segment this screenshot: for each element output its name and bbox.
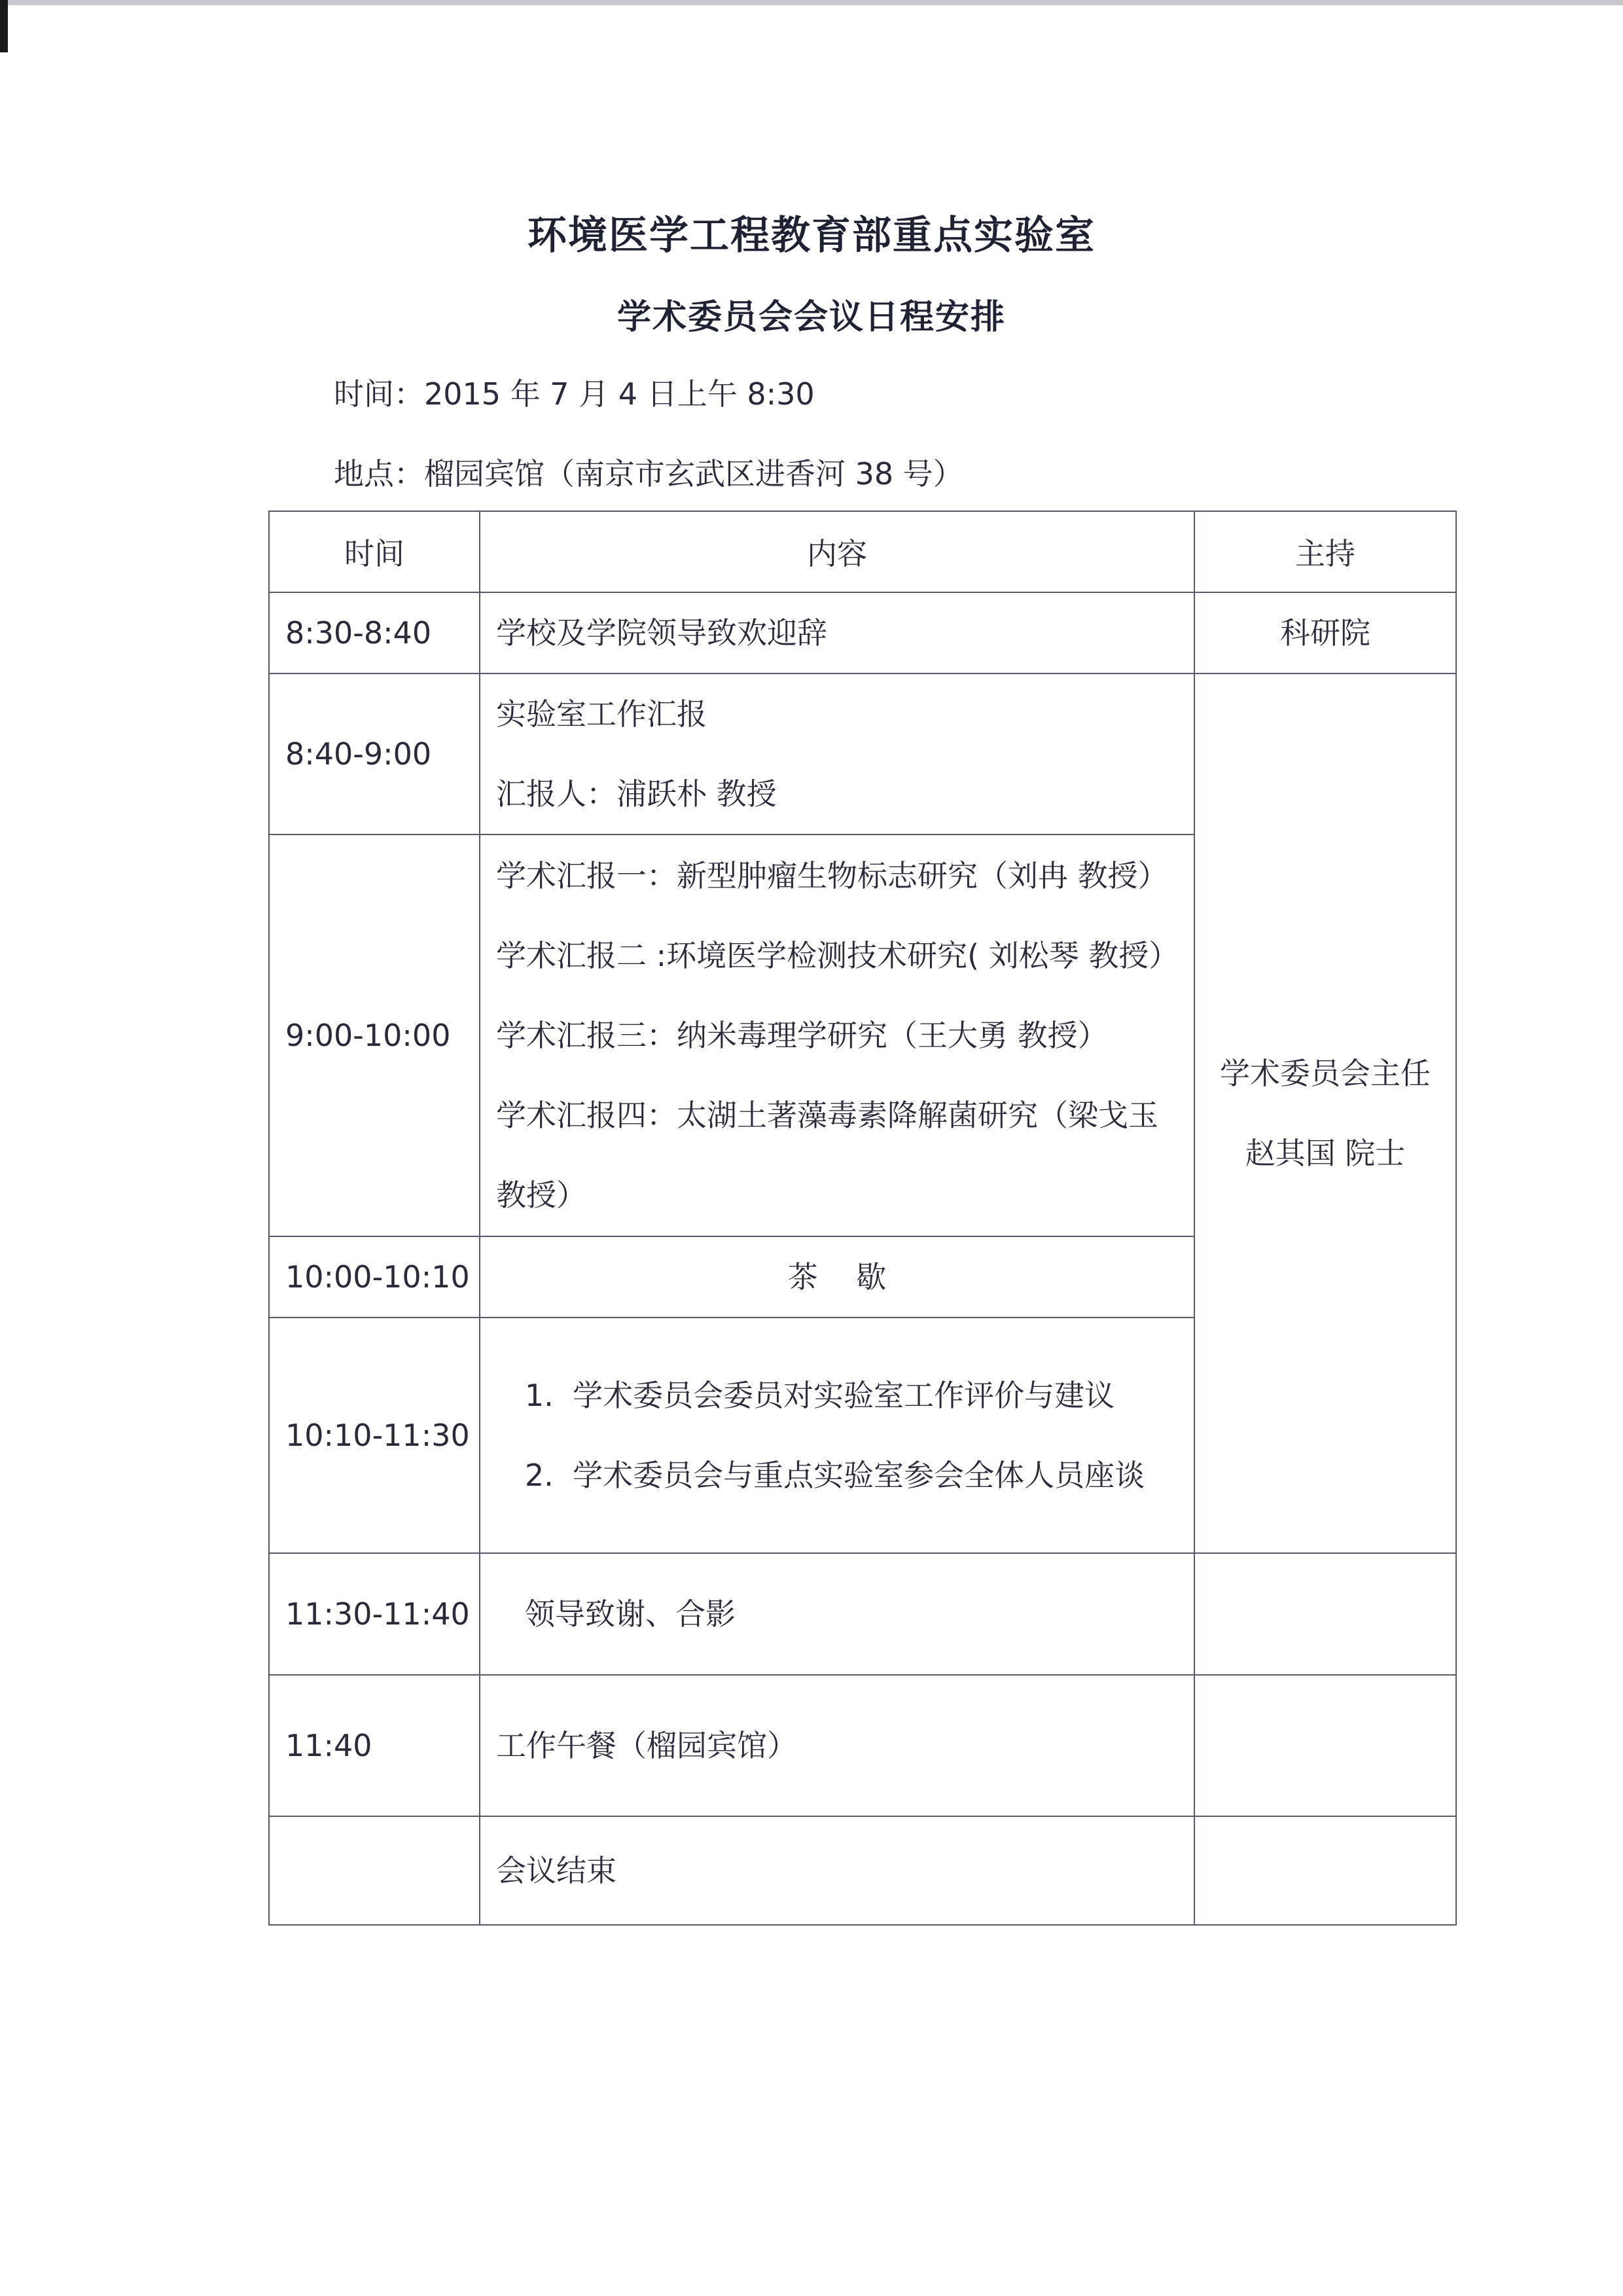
schedule-table	[268, 511, 1457, 1926]
row-content	[480, 1553, 1194, 1675]
document-subtitle: 学术委员会会议日程安排	[616, 298, 1006, 337]
row-time: 8:40-9:00	[269, 673, 480, 834]
host-line: 科研院	[1280, 615, 1370, 651]
document-title: 环境医学工程教育部重点实验室	[527, 213, 1096, 259]
header-content: 内容	[480, 511, 1194, 592]
row-content	[480, 1816, 1194, 1925]
scan-edge-mark	[0, 0, 8, 52]
scan-edge-top	[0, 0, 1623, 5]
meeting-time: 时间：2015 年 7 月 4 日上午 8:30	[334, 376, 815, 412]
header-host: 主持	[1194, 511, 1456, 592]
row-host	[1194, 592, 1456, 673]
content-line: 2. 学术委员会与重点实验室参会全体人员座谈	[525, 1458, 1145, 1493]
table-header-row	[269, 511, 1456, 592]
table-row	[269, 1553, 1456, 1675]
table-row	[269, 592, 1456, 673]
content-line: 学术汇报三：纳米毒理学研究（王大勇 教授）	[496, 1018, 1108, 1053]
row-time: 8:30-8:40	[269, 592, 480, 673]
merged-host-cell	[1194, 673, 1456, 1553]
row-content	[480, 673, 1194, 834]
row-host-empty	[1194, 1675, 1456, 1816]
content-line: 学校及学院领导致欢迎辞	[496, 615, 827, 651]
table-row	[269, 1816, 1456, 1925]
row-host-empty	[1194, 1553, 1456, 1675]
content-line: 实验室工作汇报	[496, 696, 707, 732]
content-line: 学术汇报四：太湖土著藻毒素降解菌研究（梁戈玉	[496, 1098, 1158, 1133]
row-host-empty	[1194, 1816, 1456, 1925]
content-line: 茶 歇	[787, 1259, 887, 1295]
row-time: 11:40	[269, 1675, 480, 1816]
content-line: 会议结束	[496, 1853, 616, 1888]
row-content	[480, 1236, 1194, 1318]
row-content	[480, 834, 1194, 1236]
header-time: 时间	[269, 511, 480, 592]
host-line: 学术委员会主任	[1220, 1056, 1431, 1091]
table-row	[269, 673, 1456, 834]
row-time: 10:00-10:10	[269, 1236, 480, 1318]
content-line: 学术汇报一：新型肿瘤生物标志研究（刘冉 教授）	[496, 858, 1168, 893]
row-content	[480, 1318, 1194, 1553]
content-line: 教授）	[496, 1177, 586, 1213]
content-line: 工作午餐（榴园宾馆）	[496, 1728, 797, 1763]
content-line: 汇报人：浦跃朴 教授	[496, 776, 777, 812]
row-content	[480, 1675, 1194, 1816]
table-row	[269, 1675, 1456, 1816]
row-content	[480, 592, 1194, 673]
row-time: 10:10-11:30	[269, 1318, 480, 1553]
host-line: 赵其国 院士	[1245, 1136, 1406, 1171]
row-time	[269, 1816, 480, 1925]
row-time: 11:30-11:40	[269, 1553, 480, 1675]
meeting-place: 地点：榴园宾馆（南京市玄武区进香河 38 号）	[334, 456, 963, 492]
content-line: 学术汇报二 :环境医学检测技术研究( 刘松琴 教授）	[496, 938, 1179, 973]
row-time: 9:00-10:00	[269, 834, 480, 1236]
content-line: 领导致谢、合影	[525, 1596, 736, 1632]
content-line: 1. 学术委员会委员对实验室工作评价与建议	[525, 1378, 1115, 1413]
